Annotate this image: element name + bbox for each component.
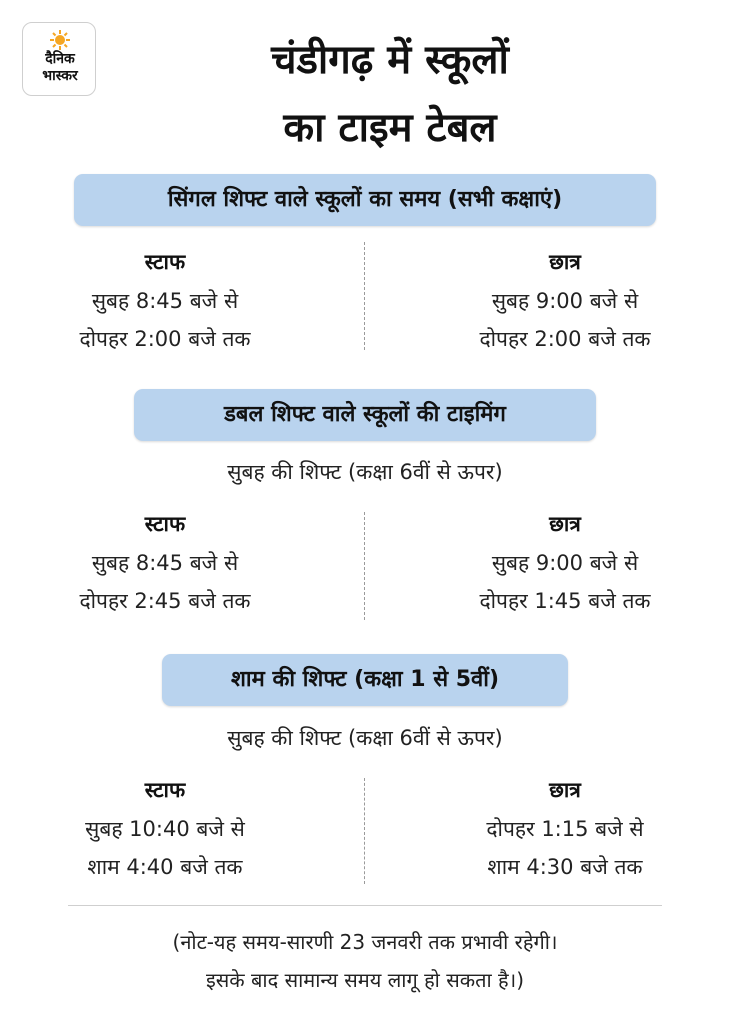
single-shift-students [400,248,730,358]
staff-from: सुबह 8:45 बजे से [91,551,239,575]
staff-to: दोपहर 2:45 बजे तक [79,589,251,613]
single-shift-staff [0,248,330,358]
students-label: छात्र [549,512,581,536]
column-divider [364,778,365,884]
students-label: छात्र [549,778,581,802]
page-title-line-2: का टाइम टेबल [283,105,497,151]
students-to: शाम 4:30 बजे तक [487,855,643,879]
students-to: दोपहर 1:45 बजे तक [479,589,651,613]
section-evening-shift-heading: शाम की शिफ्ट (कक्षा 1 से 5वीं) [162,654,568,706]
column-divider [364,242,365,350]
section-double-shift-heading: डबल शिफ्ट वाले स्कूलों की टाइमिंग [134,389,596,441]
note-divider [68,905,662,906]
staff-from: सुबह 8:45 बजे से [91,289,239,313]
double-shift-subheading: सुबह की शिफ्ट (कक्षा 6वीं से ऊपर) [227,460,503,484]
staff-label: स्टाफ [144,512,186,536]
logo [22,22,96,96]
staff-from: सुबह 10:40 बजे से [85,817,245,841]
evening-shift-subheading: सुबह की शिफ्ट (कक्षा 6वीं से ऊपर) [227,726,503,750]
staff-to: दोपहर 2:00 बजे तक [79,327,251,351]
evening-shift-staff [0,776,330,886]
staff-to: शाम 4:40 बजे तक [87,855,243,879]
sun-icon [49,29,71,51]
students-from: सुबह 9:00 बजे से [491,551,639,575]
note-line-2: इसके बाद सामान्य समय लागू हो सकता है।) [205,968,525,992]
staff-label: स्टाफ [144,778,186,802]
students-to: दोपहर 2:00 बजे तक [479,327,651,351]
note-line-1: (नोट-यह समय-सारणी 23 जनवरी तक प्रभावी रहेगी। [172,930,558,954]
students-label: छात्र [549,250,581,274]
logo-line-2: भास्कर [42,68,78,84]
logo-line-1: दैनिक [45,51,75,67]
column-divider [364,512,365,620]
section-single-shift-heading: सिंगल शिफ्ट वाले स्कूलों का समय (सभी कक्षाएं) [74,174,656,226]
students-from: सुबह 9:00 बजे से [491,289,639,313]
page-title-line-1: चंडीगढ़ में स्कूलों [271,37,509,83]
students-from: दोपहर 1:15 बजे से [486,817,644,841]
staff-label: स्टाफ [144,250,186,274]
double-shift-staff [0,510,330,620]
double-shift-students [400,510,730,620]
evening-shift-students [400,776,730,886]
